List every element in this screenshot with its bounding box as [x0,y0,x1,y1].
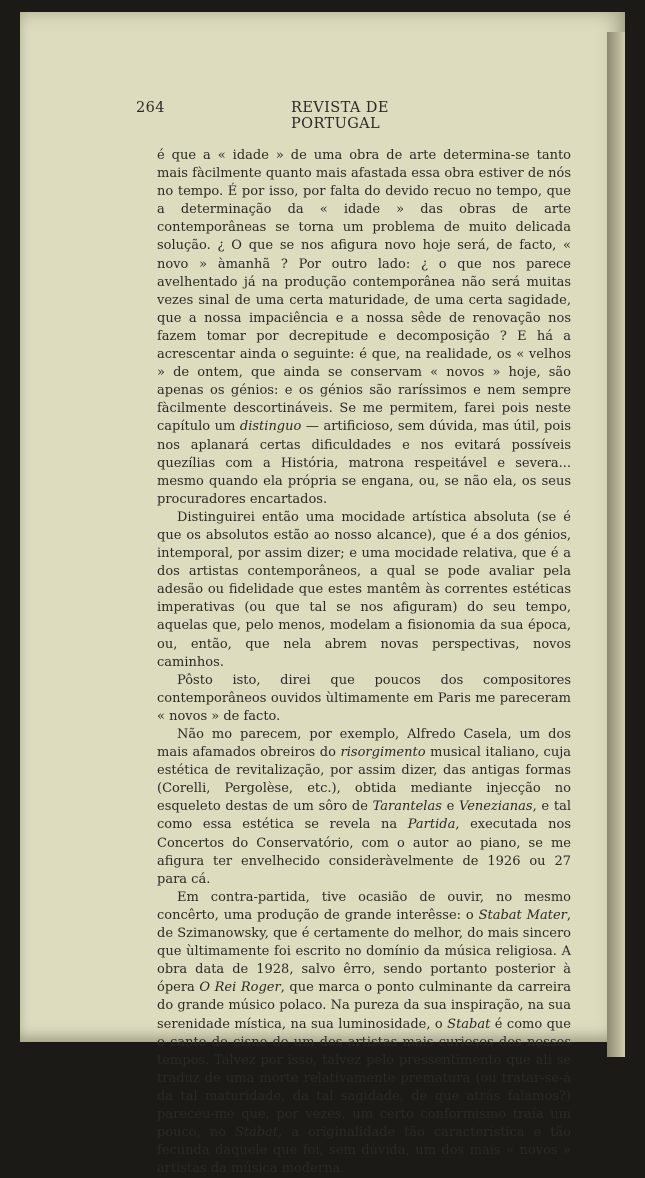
paragraph-1-text: é que a « idade » de uma obra de arte determina-se tanto mais fàcilmente quanto mais afastada essa obra estiver de nós no tempo. É por isso, por falta do devido recuo no tempo, que a determinação da « idade » das obras de arte contemporâneas se torna um problema de muito delicada solução. ¿ O que se nos afigura novo hoje será, de facto, « novo » àmanhã ? Por outro lado: ¿ o que nos parece avelhentado já na produção contemporânea não será muitas vezes sinal de uma certa maturidade, de uma certa sagidade, que a nossa impaciência e a nossa sêde de renovação nos fazem tomar por decrepitude e decomposição ? E há a acrescentar ainda o seguinte: é que, na realidade, os « velhos » de ontem, que ainda se conservam « novos » hoje, são apenas os génios: e os génios são raríssimos e nem sempre fàcilmente descortináveis. Se me permitem, farei pois neste capítulo um [157,148,571,435]
paragraph-3 [157,672,571,726]
paragraph-1-text-cont: — artificioso, sem dúvida, mas útil, pois nos aplanará certas dificuldades e nos evitará possíveis quezílias com a História, matrona respeitável e severa... mesmo quando ela própria se engana, ou, se não ela, os seus procuradores encartados. [157,419,571,507]
paragraph-2-text: Distinguirei então uma mocidade artística absoluta (se é que os absolutos estão ao nosso alcance), que é a dos génios, intemporal, por assim dizer; e uma mocidade relativa, que é a dos artistas contemporâneos, a qual se pode avaliar pela adesão ou fidelidade que estes mantêm às correntes estéticas imperativas (ou que tal se nos afiguram) do seu tempo, aquelas que, pelo menos, modelam a fisionomia da sua época, ou, então, que nela abrem novas perspectivas, novos caminhos. [157,509,571,670]
paragraph-4-text-cont: musical italiano, cuja estética de revitalização, por assim dizer, das antigas formas (Corelli, Pergolèse, etc.), obtida mediante injecção no esqueleto destas de um sôro de [157,745,571,815]
paragraph-4-text-cont-2: , e tal como essa estética se revela na [157,799,571,833]
next-page-edge [607,32,625,1057]
italic-risorgimento: risorgimento [340,745,426,761]
paragraph-1 [157,147,571,509]
italic-tarantelas: Tarantelas [372,799,442,815]
paragraph-4-text: Não mo parecem, por exemplo, Alfredo Casela, um dos mais afamados obreiros do [157,727,571,761]
paragraph-5-text: Em contra-partida, tive ocasião de ouvir, no mesmo concêrto, uma produção de grande interêsse: o [157,889,571,923]
paragraph-5 [157,889,571,1178]
paragraph-5-text-cont: , de Szimanowsky, que é certamente do melhor, do mais sincero que ùltimamente foi escrito no domínio da música religiosa. A obra data de 1928, salvo êrro, sendo portanto posterior à ópera [157,907,571,996]
paragraph-2 [157,509,571,672]
paragraph-4 [157,726,571,889]
page-number: 264 [136,100,165,116]
running-title: REVISTA DE PORTUGAL [291,100,389,132]
italic-stabat-1: Stabat [447,1016,491,1032]
italic-stabat-2: Stabat [234,1125,279,1141]
body-text [157,147,571,1178]
italic-partida: Partida [407,817,456,833]
paragraph-5-text-cont-3: é como que o canto do cisne de um dos artistas mais curiosos dos nossos tempos. Talvez por isso, talvez pelo pressentimento que ali se traduz de uma morte relativamente prematura (ou tratar-se-á da tal maturidade, da tal sagidade, de que atrás falamos?) pareceu-me que, por vezes, um certo conformismo traía um pouco, no [157,1016,571,1141]
italic-stabat-mater: Stabat Mater [478,907,567,923]
paragraph-3-text: Pôsto isto, direi que poucos dos compositores contemporâneos ouvidos ùltimamente em Paris me pareceram « novos » de facto. [157,672,571,724]
italic-venezianas: Venezianas [459,799,533,815]
paragraph-5-text-cont-2: , que marca o ponto culminante da carreira do grande músico polaco. Na pureza da sua inspiração, na sua serenidade mística, na sua luminosidade, o [157,980,571,1032]
italic-distinguo: distinguo [239,419,302,435]
paragraph-5-text-cont-4: , a originalidade tão característica e tão fecunda daquele que foi, sem dúvida, um dos mais « novos » artistas da música moderna. [157,1125,571,1177]
italic-o-rei-roger: O Rei Roger [199,980,281,996]
paragraph-4-text-cont-3: , executada nos Concertos do Conservatório, com o autor ao piano, se me afigura ter envelhecido consideràvelmente de 1926 ou 27 para cá. [157,817,571,887]
paragraph-4-conjunction: e [441,799,460,815]
